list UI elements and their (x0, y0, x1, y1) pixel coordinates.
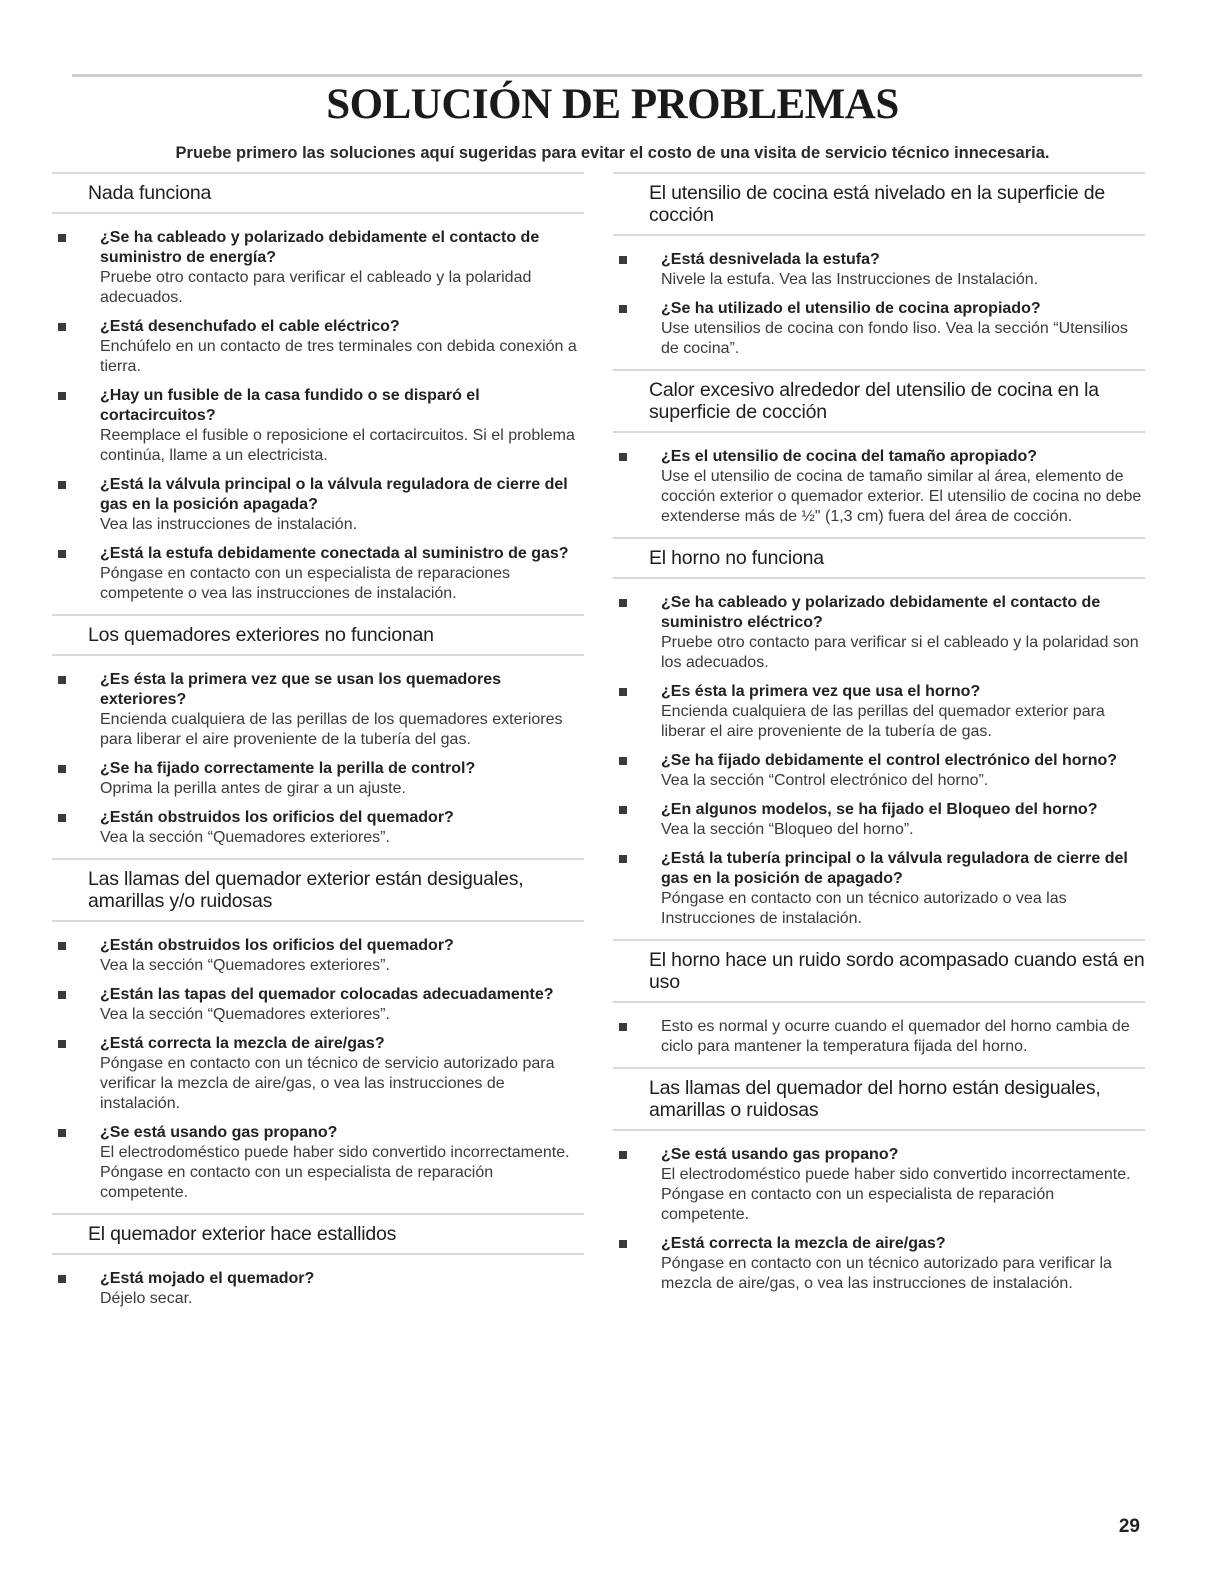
question-text: ¿Es ésta la primera vez que usa el horno? (661, 683, 981, 700)
question-text: ¿Están obstruidos los orificios del quemador? (100, 809, 454, 826)
square-bullet-icon (58, 1275, 66, 1283)
question-text: ¿Es el utensilio de cocina del tamaño apropiado? (661, 448, 1038, 465)
answer-text: Use el utensilio de cocina de tamaño similar al área, elemento de cocción exterior o quemador exterior. El utensilio de cocina no debe extenderse más de ½" (1,3 cm) fuera del área de cocción. (661, 468, 1142, 525)
trouble-section (52, 614, 584, 848)
trouble-item (52, 1034, 584, 1114)
section-heading: Los quemadores exteriores no funcionan (52, 614, 584, 656)
trouble-item (613, 593, 1145, 673)
trouble-item (613, 849, 1145, 929)
question-text: ¿Están las tapas del quemador colocadas adecuadamente? (100, 986, 554, 1003)
section-heading: El horno no funciona (613, 537, 1145, 579)
square-bullet-icon (58, 234, 66, 242)
trouble-item (52, 475, 584, 535)
square-bullet-icon (619, 1023, 627, 1031)
trouble-item (613, 1234, 1145, 1294)
question-text: ¿Se ha cableado y polarizado debidamente el contacto de suministro eléctrico? (661, 594, 1101, 631)
top-rule (72, 74, 1142, 77)
trouble-item (52, 985, 584, 1025)
section-heading: Las llamas del quemador del horno están desiguales, amarillas o ruidosas (613, 1067, 1145, 1131)
answer-text: Vea la sección “Control electrónico del horno”. (661, 772, 989, 789)
square-bullet-icon (58, 942, 66, 950)
trouble-item (613, 682, 1145, 742)
question-text: ¿Están obstruidos los orificios del quemador? (100, 937, 454, 954)
trouble-item (613, 751, 1145, 791)
square-bullet-icon (58, 1040, 66, 1048)
trouble-item (613, 1017, 1145, 1057)
trouble-item (52, 1123, 584, 1203)
trouble-item (613, 250, 1145, 290)
question-text: ¿Se ha fijado correctamente la perilla de control? (100, 760, 476, 777)
left-column (52, 172, 584, 1319)
question-text: ¿Se está usando gas propano? (100, 1124, 338, 1141)
answer-text: El electrodoméstico puede haber sido convertido incorrectamente. Póngase en contacto con un especialista de reparación competente. (661, 1166, 1131, 1223)
trouble-item (52, 670, 584, 750)
square-bullet-icon (58, 1129, 66, 1137)
answer-text: Póngase en contacto con un especialista de reparaciones competente o vea las instrucciones de instalación. (100, 565, 511, 602)
answer-text: Póngase en contacto con un técnico autorizado o vea las Instrucciones de instalación. (661, 890, 1067, 927)
page-title: SOLUCIÓN DE PROBLEMAS (326, 81, 899, 128)
question-text: ¿Hay un fusible de la casa fundido o se disparó el cortacircuitos? (100, 387, 480, 424)
trouble-section (613, 1067, 1145, 1294)
square-bullet-icon (58, 676, 66, 684)
answer-text: El electrodoméstico puede haber sido convertido incorrectamente. Póngase en contacto con un especialista de reparación competente. (100, 1144, 570, 1201)
trouble-item (52, 317, 584, 377)
square-bullet-icon (619, 1151, 627, 1159)
square-bullet-icon (619, 757, 627, 765)
trouble-item (613, 447, 1145, 527)
answer-text: Pruebe otro contacto para verificar si el cableado y la polaridad son los adecuados. (661, 634, 1139, 671)
square-bullet-icon (58, 814, 66, 822)
square-bullet-icon (58, 550, 66, 558)
trouble-item (52, 544, 584, 604)
answer-text: Encienda cualquiera de las perillas del quemador exterior para liberar el aire proveniente de la tubería de gas. (661, 703, 1105, 740)
square-bullet-icon (58, 481, 66, 489)
answer-text: Enchúfelo en un contacto de tres terminales con debida conexión a tierra. (100, 338, 577, 375)
question-text: ¿Está la válvula principal o la válvula reguladora de cierre del gas en la posición apagada? (100, 476, 568, 513)
square-bullet-icon (58, 991, 66, 999)
section-heading: El horno hace un ruido sordo acompasado cuando está en uso (613, 939, 1145, 1003)
page-subtitle: Pruebe primero las soluciones aquí sugeridas para evitar el costo de una visita de servicio técnico innecesaria. (175, 144, 1050, 162)
square-bullet-icon (619, 305, 627, 313)
answer-text: Vea la sección “Quemadores exteriores”. (100, 829, 390, 846)
answer-text: Esto es normal y ocurre cuando el quemador del horno cambia de ciclo para mantener la temperatura fijada del horno. (661, 1018, 1130, 1055)
question-text: ¿Está mojado el quemador? (100, 1270, 315, 1287)
square-bullet-icon (619, 599, 627, 607)
trouble-item (52, 1269, 584, 1309)
square-bullet-icon (58, 392, 66, 400)
trouble-item (52, 936, 584, 976)
trouble-section (613, 537, 1145, 929)
answer-text: Déjelo secar. (100, 1290, 193, 1307)
section-heading: Las llamas del quemador exterior están desiguales, amarillas y/o ruidosas (52, 858, 584, 922)
question-text: ¿En algunos modelos, se ha fijado el Bloqueo del horno? (661, 801, 1098, 818)
question-text: ¿Se ha utilizado el utensilio de cocina apropiado? (661, 300, 1041, 317)
trouble-section (613, 369, 1145, 527)
trouble-item (52, 759, 584, 799)
right-column (613, 172, 1145, 1304)
square-bullet-icon (619, 453, 627, 461)
question-text: ¿Está la estufa debidamente conectada al suministro de gas? (100, 545, 569, 562)
question-text: ¿Está desnivelada la estufa? (661, 251, 880, 268)
question-text: ¿Está la tubería principal o la válvula reguladora de cierre del gas en la posición de apagado? (661, 850, 1128, 887)
square-bullet-icon (619, 256, 627, 264)
question-text: ¿Es ésta la primera vez que se usan los quemadores exteriores? (100, 671, 502, 708)
trouble-section (613, 172, 1145, 359)
answer-text: Nivele la estufa. Vea las Instrucciones de Instalación. (661, 271, 1039, 288)
question-text: ¿Se ha cableado y polarizado debidamente el contacto de suministro de energía? (100, 229, 540, 266)
trouble-item (52, 386, 584, 466)
square-bullet-icon (619, 1240, 627, 1248)
trouble-section (52, 1213, 584, 1309)
answer-text: Póngase en contacto con un técnico autorizado para verificar la mezcla de aire/gas, o vea las instrucciones de instalación. (661, 1255, 1112, 1292)
answer-text: Póngase en contacto con un técnico de servicio autorizado para verificar la mezcla de aire/gas, o vea las instrucciones de instalación. (100, 1055, 555, 1112)
square-bullet-icon (619, 688, 627, 696)
trouble-item (613, 299, 1145, 359)
answer-text: Vea las instrucciones de instalación. (100, 516, 358, 533)
answer-text: Encienda cualquiera de las perillas de los quemadores exteriores para liberar el aire proveniente de la tubería del gas. (100, 711, 563, 748)
trouble-item (52, 228, 584, 308)
section-heading: Nada funciona (52, 172, 584, 214)
section-heading: El utensilio de cocina está nivelado en la superficie de cocción (613, 172, 1145, 236)
trouble-item (52, 808, 584, 848)
section-heading: Calor excesivo alrededor del utensilio de cocina en la superficie de cocción (613, 369, 1145, 433)
question-text: ¿Está correcta la mezcla de aire/gas? (661, 1235, 946, 1252)
question-text: ¿Está correcta la mezcla de aire/gas? (100, 1035, 385, 1052)
answer-text: Vea la sección “Quemadores exteriores”. (100, 957, 390, 974)
trouble-item (613, 800, 1145, 840)
question-text: ¿Está desenchufado el cable eléctrico? (100, 318, 400, 335)
question-text: ¿Se está usando gas propano? (661, 1146, 899, 1163)
answer-text: Pruebe otro contacto para verificar el cableado y la polaridad adecuados. (100, 269, 532, 306)
question-text: ¿Se ha fijado debidamente el control electrónico del horno? (661, 752, 1118, 769)
square-bullet-icon (619, 855, 627, 863)
square-bullet-icon (58, 323, 66, 331)
section-heading: El quemador exterior hace estallidos (52, 1213, 584, 1255)
trouble-section (52, 858, 584, 1203)
square-bullet-icon (619, 806, 627, 814)
square-bullet-icon (58, 765, 66, 773)
answer-text: Vea la sección “Quemadores exteriores”. (100, 1006, 390, 1023)
answer-text: Oprima la perilla antes de girar a un ajuste. (100, 780, 406, 797)
trouble-item (613, 1145, 1145, 1225)
page-number: 29 (1118, 1516, 1140, 1537)
trouble-section (613, 939, 1145, 1057)
trouble-section (52, 172, 584, 604)
answer-text: Reemplace el fusible o reposicione el cortacircuitos. Si el problema continúa, llame a un electricista. (100, 427, 575, 464)
answer-text: Use utensilios de cocina con fondo liso. Vea la sección “Utensilios de cocina”. (661, 320, 1128, 357)
answer-text: Vea la sección “Bloqueo del horno”. (661, 821, 914, 838)
